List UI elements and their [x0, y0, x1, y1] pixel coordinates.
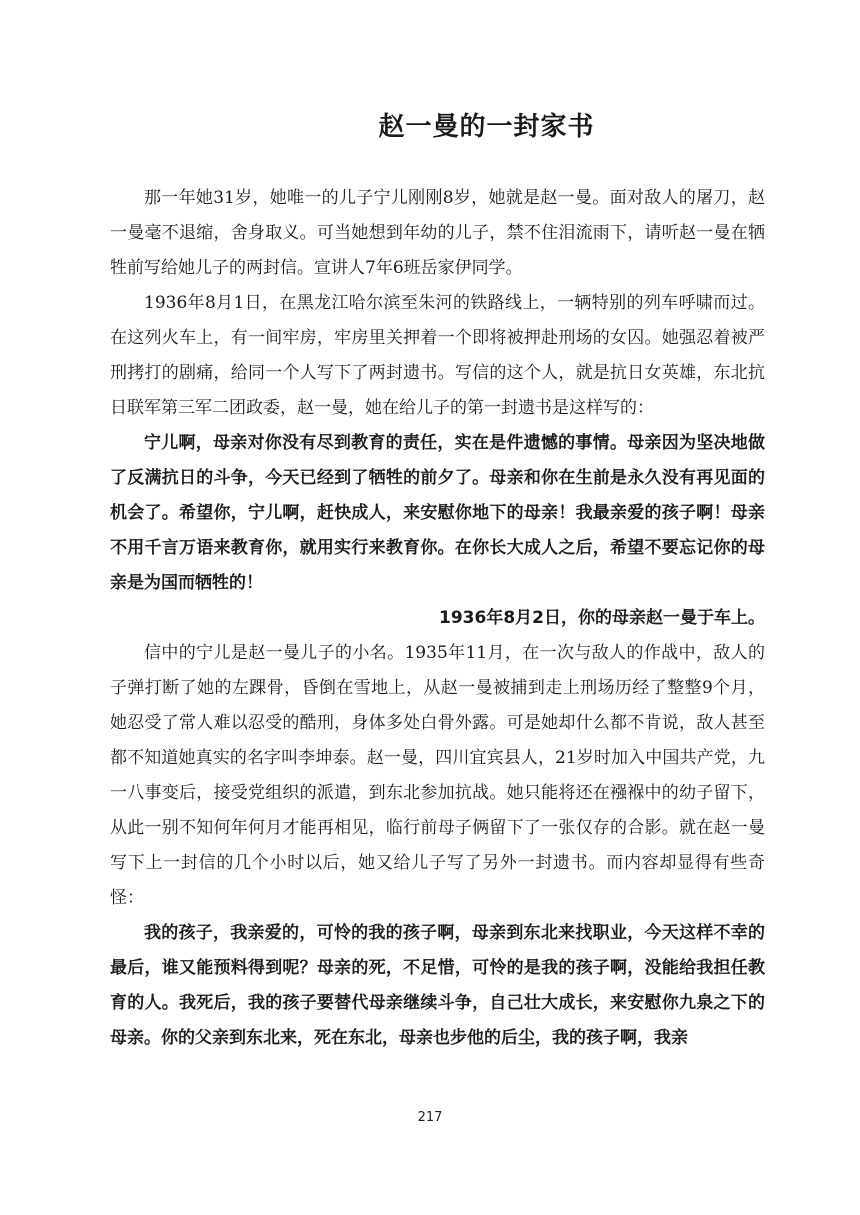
- first-letter-text: 宁儿啊，母亲对你没有尽到教育的责任，实在是件遗憾的事情。母亲因为坚决地做了反满抗日的斗争，今天已经到了牺牲的前夕了。母亲和你在生前是永久没有再见面的机会了。希望你，宁儿啊，赶快成人，来安慰你地下的母亲！我最亲爱的孩子啊！母亲不用千言万语来教育你，就用实行来教育你。在你长大成人之后，希望不要忘记你的母亲是为国而牺牲的！: [110, 433, 765, 593]
- page-number: 217: [417, 1110, 443, 1125]
- letter-signature: 1936年8月2日，你的母亲赵一曼于车上。: [439, 608, 765, 628]
- biography-paragraph: 信中的宁儿是赵一曼儿子的小名。1935年11月，在一次与敌人的作战中，敌人的子弹打断了她的左踝骨，昏倒在雪地上，从赵一曼被捕到走上刑场历经了整整9个月，她忍受了常人难以忍受的酷刑，身体多处白骨外露。可是她却什么都不肯说，敌人甚至都不知道她真实的名字叫李坤泰。赵一曼，四川宜宾县人，21岁时加入中国共产党，九一八事变后，接受党组织的派遣，到东北参加抗战。她只能将还在襁褓中的幼子留下，从此一别不知何年何月才能再相见，临行前母子俩留下了一张仅存的合影。就在赵一曼写下上一封信的几个小时以后，她又给儿子写了另外一封遗书。而内容却显得有些奇怪：: [110, 643, 765, 908]
- document-title: 赵一曼的一封家书: [378, 112, 595, 142]
- intro-paragraph: 那一年她31岁，她唯一的儿子宁儿刚刚8岁，她就是赵一曼。面对敌人的屠刀，赵一曼毫不退缩，舍身取义。可当她想到年幼的儿子，禁不住泪流雨下，请听赵一曼在牺牲前写给她儿子的两封信。宣讲人7年6班岳家伊同学。: [110, 188, 765, 278]
- narrative-paragraph: 1936年8月1日，在黑龙江哈尔滨至朱河的铁路线上，一辆特别的列车呼啸而过。在这列火车上，有一间牢房，牢房里关押着一个即将被押赴刑场的女囚。她强忍着被严刑拷打的剧痛，给同一个人写下了两封遗书。写信的这个人，就是抗日女英雄，东北抗日联军第三军二团政委，赵一曼，她在给儿子的第一封遗书是这样写的：: [110, 293, 765, 418]
- second-letter-text: 我的孩子，我亲爱的，可怜的我的孩子啊，母亲到东北来找职业，今天这样不幸的最后，谁又能预料得到呢？母亲的死，不足惜，可怜的是我的孩子啊，没能给我担任教育的人。我死后，我的孩子要替代母亲继续斗争，自己壮大成长，来安慰你九泉之下的母亲。你的父亲到东北来，死在东北，母亲也步他的后尘，我的孩子啊，我亲: [110, 923, 765, 1048]
- document-page: [110, 96, 765, 1056]
